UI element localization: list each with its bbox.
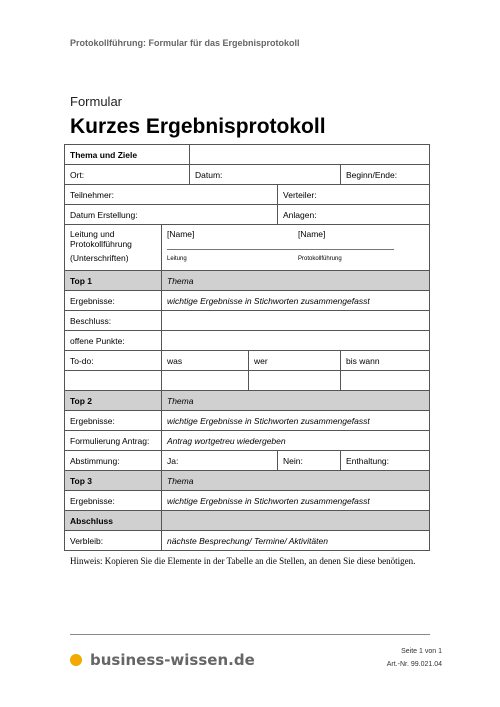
top1-offene-punkte-field[interactable] bbox=[162, 331, 430, 351]
leitung-label-line1: Leitung und bbox=[70, 229, 115, 239]
top1-beschluss-label: Beschluss: bbox=[65, 311, 162, 331]
abstimmung-enthaltung-field[interactable]: Enthaltung: bbox=[341, 451, 430, 471]
signature-field[interactable] bbox=[162, 225, 430, 271]
top3-label: Top 3 bbox=[65, 471, 162, 491]
top1-beschluss-field[interactable] bbox=[162, 311, 430, 331]
beginn-ende-field[interactable]: Beginn/Ende: bbox=[341, 165, 430, 185]
top1-thema[interactable]: Thema bbox=[162, 271, 430, 291]
signature-line bbox=[167, 249, 394, 250]
leitung-label-cell bbox=[65, 225, 162, 271]
top2-ergebnisse-label: Ergebnisse: bbox=[65, 411, 162, 431]
brand-logo[interactable] bbox=[70, 651, 255, 669]
signature-name-leitung: [Name] bbox=[167, 229, 195, 239]
anlagen-field[interactable]: Anlagen: bbox=[278, 205, 430, 225]
logo-text: business-wissen.de bbox=[90, 651, 255, 669]
document-header: Protokollführung: Formular für das Ergebnisprotokoll bbox=[70, 38, 300, 48]
signature-name-protokoll: [Name] bbox=[298, 229, 326, 239]
article-number: Art.-Nr. 99.021.04 bbox=[386, 661, 442, 668]
ort-field[interactable]: Ort: bbox=[65, 165, 190, 185]
page-title: Kurzes Ergebnisprotokoll bbox=[70, 115, 326, 138]
datum-field[interactable]: Datum: bbox=[190, 165, 341, 185]
todo-bis-wann-field[interactable] bbox=[341, 371, 430, 391]
top1-ergebnisse-field[interactable]: wichtige Ergebnisse in Stichworten zusammengefasst bbox=[162, 291, 430, 311]
abstimmung-ja-field[interactable]: Ja: bbox=[162, 451, 278, 471]
thema-ziele-label: Thema und Ziele bbox=[65, 145, 190, 165]
verteiler-field[interactable]: Verteiler: bbox=[278, 185, 430, 205]
top1-offene-punkte-label: offene Punkte: bbox=[65, 331, 162, 351]
top3-ergebnisse-label: Ergebnisse: bbox=[65, 491, 162, 511]
top3-thema[interactable]: Thema bbox=[162, 471, 430, 491]
top1-label: Top 1 bbox=[65, 271, 162, 291]
thema-ziele-field[interactable] bbox=[190, 145, 430, 165]
verbleib-field[interactable]: nächste Besprechung/ Termine/ Aktivitäten bbox=[162, 531, 430, 551]
top1-ergebnisse-label: Ergebnisse: bbox=[65, 291, 162, 311]
todo-was-field[interactable] bbox=[162, 371, 249, 391]
unterschriften-label: (Unterschriften) bbox=[70, 253, 129, 263]
logo-dot-icon bbox=[70, 654, 82, 666]
todo-wer-field[interactable] bbox=[249, 371, 341, 391]
todo-bis-wann-header: bis wann bbox=[341, 351, 430, 371]
verbleib-label: Verbleib: bbox=[65, 531, 162, 551]
todo-was-header: was bbox=[162, 351, 249, 371]
leitung-label-line2: Protokollführung bbox=[70, 239, 132, 249]
caption-leitung: Leitung bbox=[167, 256, 187, 262]
protocol-table bbox=[64, 144, 430, 551]
todo-row-empty-label bbox=[65, 371, 162, 391]
footer-divider bbox=[70, 634, 430, 635]
teilnehmer-field[interactable]: Teilnehmer: bbox=[65, 185, 278, 205]
abschluss-field[interactable] bbox=[162, 511, 430, 531]
hint-text: Hinweis: Kopieren Sie die Elemente in der Tabelle an die Stellen, an denen Sie diese benötigen. bbox=[70, 556, 416, 566]
abstimmung-nein-field[interactable]: Nein: bbox=[278, 451, 341, 471]
top2-label: Top 2 bbox=[65, 391, 162, 411]
top2-ergebnisse-field[interactable]: wichtige Ergebnisse in Stichworten zusammengefasst bbox=[162, 411, 430, 431]
top2-antrag-field[interactable]: Antrag wortgetreu wiedergeben bbox=[162, 431, 430, 451]
form-subtitle: Formular bbox=[70, 94, 123, 109]
caption-protokollfuehrung: Protokollführung bbox=[298, 256, 342, 262]
abschluss-label: Abschluss bbox=[65, 511, 162, 531]
page-number: Seite 1 von 1 bbox=[401, 648, 442, 655]
top2-abstimmung-label: Abstimmung: bbox=[65, 451, 162, 471]
top1-todo-label: To-do: bbox=[65, 351, 162, 371]
todo-wer-header: wer bbox=[249, 351, 341, 371]
datum-erstellung-field[interactable]: Datum Erstellung: bbox=[65, 205, 278, 225]
top3-ergebnisse-field[interactable]: wichtige Ergebnisse in Stichworten zusammengefasst bbox=[162, 491, 430, 511]
top2-thema[interactable]: Thema bbox=[162, 391, 430, 411]
top2-antrag-label: Formulierung Antrag: bbox=[65, 431, 162, 451]
